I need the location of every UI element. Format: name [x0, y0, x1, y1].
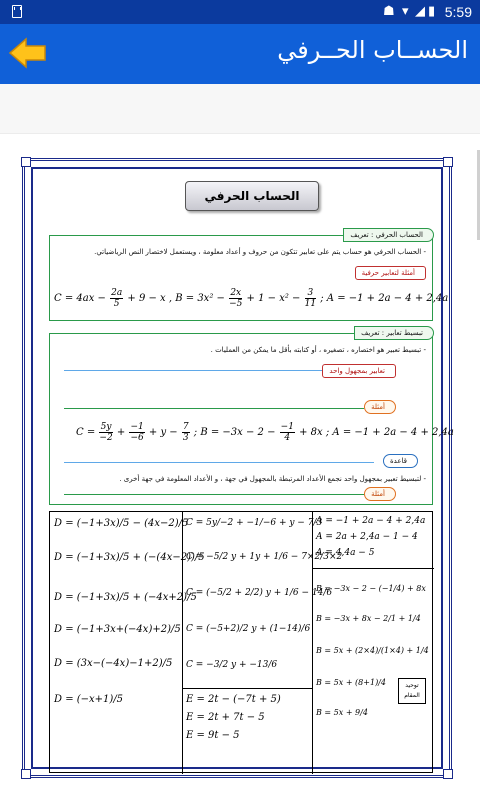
toolbar-spacer — [0, 84, 480, 134]
signal-icon: ◢ — [415, 4, 425, 19]
sd-card-icon — [12, 5, 22, 18]
d-step-5: D = (3x−(−4x)−1+2)/5 — [54, 658, 173, 669]
sheet-title: الحساب الحرفي — [185, 181, 319, 211]
divider — [64, 494, 364, 495]
c-step-1: C = 5y/−2 + −1/−6 + y − 7/3 — [186, 518, 323, 528]
worked-examples-grid — [49, 511, 433, 773]
a-step-3: A = 4,4a − 5 — [316, 548, 375, 558]
simplify-section — [49, 329, 454, 505]
b-step-2: B = −3x + 8x − 2/1 + 1/4 — [316, 614, 421, 623]
c-step-5: C = −3/2 y + −13/6 — [186, 660, 278, 670]
common-denominator-note: توحيد المقام — [398, 678, 426, 704]
lesson-sheet — [22, 158, 452, 778]
divider — [64, 462, 374, 463]
d-step-3: D = (−1+3x)/5 + (−4x+2)/5 — [54, 592, 197, 603]
b-step-3: B = 5x + (2×4)/(1×4) + 1/4 — [316, 646, 429, 655]
simplify-tag: تبسيط تعابير : تعريف — [354, 326, 434, 340]
c-step-3: C = (−5/2 + 2/2) y + 1/6 − 14/6 — [186, 588, 333, 598]
simplify-text: - تبسيط تعبير هو اختصاره ، تصغيره ، أو كتابته بأقل ما يمكن من العمليات . — [210, 346, 426, 354]
b-step-4: B = 5x + (8+1)/4 — [316, 678, 386, 687]
simplify-expressions: C = $\frac{5y}{-2}$ + $\frac{-1}{-6}$ + y − $\frac{7}{3}$ ; B = −3x − 2 − $\frac{-1}{4}$ + 8x ; A = −1 + 2a − 4 + 2,4a — [76, 422, 454, 443]
status-bar — [0, 0, 480, 24]
status-time: 5:59 — [444, 4, 472, 20]
b-step-1: B = −3x − 2 − (−1/4) + 8x — [316, 584, 426, 593]
sheet-corner — [21, 769, 31, 779]
definition-text: - الحساب الحرفي هو حساب يتم على تعابير تتكون من حروف و أعداد معلومة ، ويستعمل لاختصار النص الرياضياتي. — [94, 248, 426, 256]
sheet-frame — [31, 167, 454, 769]
rule-tag: قاعدة — [383, 454, 418, 468]
e-step-1: E = 2t − (−7t + 5) — [186, 694, 281, 705]
sheet-corner — [443, 157, 453, 167]
grid-divider — [182, 688, 312, 689]
d-step-6: D = (−x+1)/5 — [54, 694, 124, 705]
wifi-icon: ▾ — [402, 4, 409, 19]
sheet-corner — [21, 157, 31, 167]
one-unknown-tag: تعابير بمجهول واحد — [322, 364, 396, 378]
battery-icon: ▮ — [428, 4, 436, 19]
app-title: الحســاب الحــرفي — [277, 36, 468, 64]
example-expressions: C = 4ax − $\frac{2a}{5}$ + 9 − x , B = 3x² − $\frac{2x}{-5}$ + 1 − x² − $\frac{3}{11}$ ; A = −1 + 2a − 4 + 2,4a — [54, 288, 449, 309]
back-arrow-icon — [8, 36, 48, 70]
definition-section — [49, 231, 449, 321]
c-step-2: C = −5/2 y + 1y + 1/6 − 7×2/3×2 — [186, 552, 343, 562]
a-step-2: A = 2a + 2,4a − 1 − 4 — [316, 532, 418, 542]
e-step-2: E = 2t + 7t − 5 — [186, 712, 265, 723]
examples-tag: أمثلة لتعابير حرفية — [355, 266, 426, 280]
divider — [64, 408, 364, 409]
b-step-5: B = 5x + 9/4 — [316, 708, 368, 717]
c-step-4: C = (−5+2)/2 y + (1−14)/6 — [186, 624, 311, 634]
android-icon: ☗ — [383, 4, 395, 19]
rule-text: - لتبسيط تعبير بمجهول واحد نجمع الأعداد المرتبطة بالمجهول في جهة ، و الأعداد المعلومة في جهة أخرى . — [119, 475, 426, 483]
divider — [64, 370, 334, 371]
back-button[interactable] — [8, 36, 48, 70]
examples-tag-3: أمثلة — [364, 487, 396, 501]
d-step-4: D = (−1+3x+(−4x)+2)/5 — [54, 624, 181, 635]
d-step-1: D = (−1+3x)/5 − (4x−2)/5 — [54, 518, 189, 529]
grid-divider — [312, 568, 434, 569]
examples-tag-2: أمثلة — [364, 400, 396, 414]
e-step-3: E = 9t − 5 — [186, 730, 240, 741]
definition-tag: الحساب الحرفي : تعريف — [343, 228, 434, 242]
d-step-2: D = (−1+3x)/5 + (−(4x−2))/5 — [54, 552, 205, 563]
sheet-corner — [443, 769, 453, 779]
app-bar — [0, 24, 480, 84]
a-step-1: A = −1 + 2a − 4 + 2,4a — [316, 516, 426, 526]
